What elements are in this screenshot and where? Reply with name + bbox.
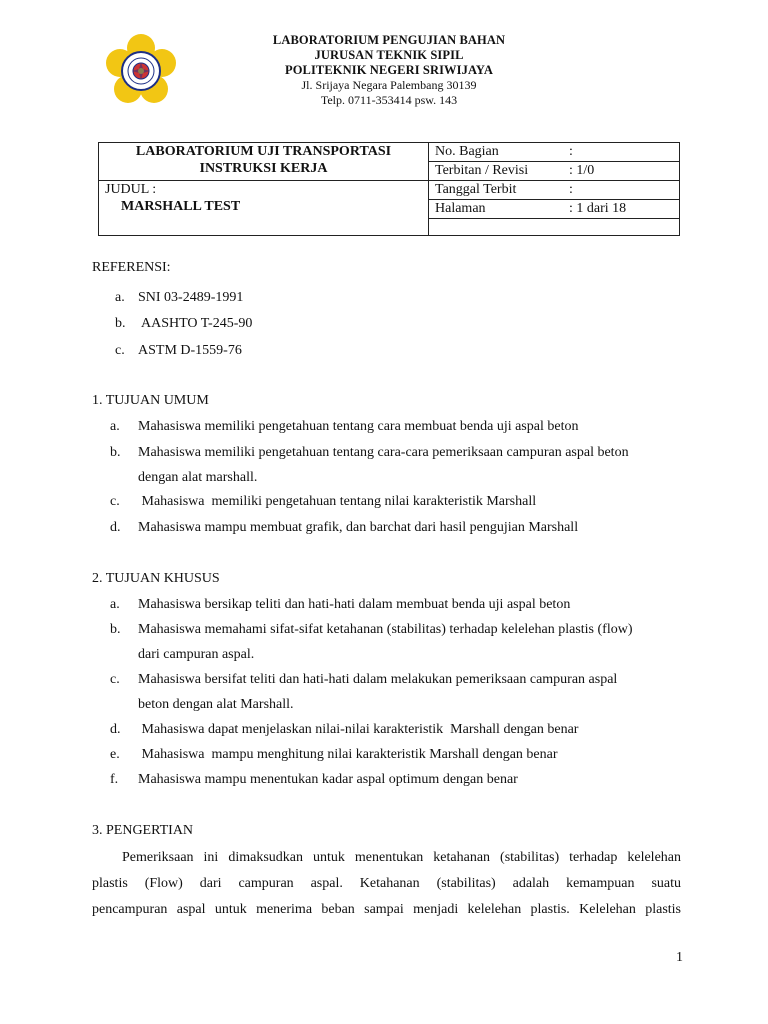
meta-row <box>429 181 679 200</box>
judul-label: JUDUL : <box>105 182 157 197</box>
judul-value: MARSHALL TEST <box>121 199 241 214</box>
instruction-title: INSTRUKSI KERJA <box>199 161 328 176</box>
meta-label: Tanggal Terbit <box>435 182 517 197</box>
list-marker: b. <box>115 316 126 331</box>
tujuan-umum-heading: 1. TUJUAN UMUM <box>92 393 209 408</box>
letterhead-line-3: POLITEKNIK NEGERI SRIWIJAYA <box>284 63 494 77</box>
judul-cell <box>99 181 429 236</box>
tujuan-umum-item: Mahasiswa mampu membuat grafik, dan barchat dari hasil pengujian Marshall <box>138 520 579 535</box>
list-marker: a. <box>110 597 120 612</box>
tujuan-khusus-item: Mahasiswa dapat menjelaskan nilai-nilai karakteristik Marshall dengan benar <box>138 722 579 737</box>
tujuan-khusus-item: Mahasiswa mampu menentukan kadar aspal optimum dengan benar <box>138 772 518 787</box>
pengertian-paragraph-line: pencampuran aspal untuk menerima beban sampai menjadi kelelehan plastis. Kelelehan plastis <box>92 902 681 917</box>
tujuan-khusus-item: Mahasiswa bersikap teliti dan hati-hati dalam membuat benda uji aspal beton <box>138 597 571 612</box>
pengertian-paragraph-line: Pemeriksaan ini dimaksudkan untuk menentukan ketahanan (stabilitas) terhadap kelelehan <box>122 850 681 865</box>
meta-empty-row <box>429 219 679 235</box>
list-marker: c. <box>110 672 120 687</box>
tujuan-khusus-item: Mahasiswa bersifat teliti dan hati-hati dalam melakukan pemeriksaan campuran aspal <box>138 672 618 687</box>
meta-value: : <box>569 182 573 197</box>
letterhead-phone: Telp. 0711-353414 psw. 143 <box>320 92 458 107</box>
tujuan-khusus-item-continued: beton dengan alat Marshall. <box>138 697 294 712</box>
table-title-cell <box>99 143 429 181</box>
list-marker: c. <box>115 343 125 358</box>
letterhead-address: Jl. Srijaya Negara Palembang 30139 <box>301 78 477 92</box>
meta-label: No. Bagian <box>435 144 499 159</box>
meta-label: Terbitan / Revisi <box>435 163 529 178</box>
list-marker: c. <box>110 494 120 509</box>
list-marker: d. <box>110 520 121 535</box>
list-marker: f. <box>110 772 119 787</box>
list-marker: b. <box>110 445 121 460</box>
list-marker: a. <box>110 419 120 434</box>
referensi-heading: REFERENSI: <box>92 260 171 275</box>
tujuan-khusus-heading: 2. TUJUAN KHUSUS <box>92 571 220 586</box>
referensi-item: ASTM D-1559-76 <box>138 343 242 358</box>
meta-cell-bottom <box>429 181 680 236</box>
lab-title: LABORATORIUM UJI TRANSPORTASI <box>135 144 392 159</box>
list-marker: b. <box>110 622 121 637</box>
tujuan-umum-item: Mahasiswa memiliki pengetahuan tentang nilai karakteristik Marshall <box>138 494 537 509</box>
meta-cell-top <box>429 143 680 181</box>
list-marker: a. <box>115 290 125 305</box>
tujuan-umum-item-continued: dengan alat marshall. <box>138 470 258 485</box>
page-number: 1 <box>676 950 683 965</box>
list-marker: d. <box>110 722 121 737</box>
referensi-item: AASHTO T-245-90 <box>141 316 253 331</box>
referensi-item: SNI 03-2489-1991 <box>138 290 244 305</box>
list-marker: e. <box>110 747 120 762</box>
meta-row <box>429 143 679 162</box>
pengertian-paragraph-line: plastis (Flow) dari campuran aspal. Ketahanan (stabilitas) adalah kemampuan suatu <box>92 876 681 891</box>
meta-value: : 1 dari 18 <box>569 201 627 216</box>
tujuan-khusus-item-continued: dari campuran aspal. <box>138 647 255 662</box>
tujuan-khusus-item: Mahasiswa memahami sifat-sifat ketahanan (stabilitas) terhadap kelelehan plastis (flow) <box>138 622 633 637</box>
meta-label: Halaman <box>435 201 486 216</box>
tujuan-khusus-item: Mahasiswa mampu menghitung nilai karakteristik Marshall dengan benar <box>138 747 558 762</box>
letterhead-line-1: LABORATORIUM PENGUJIAN BAHAN <box>272 33 506 47</box>
meta-value: : <box>569 144 573 159</box>
letterhead <box>200 33 578 107</box>
tujuan-umum-item: Mahasiswa memiliki pengetahuan tentang cara membuat benda uji aspal beton <box>138 419 579 434</box>
meta-row <box>429 162 679 180</box>
meta-value: : 1/0 <box>569 163 595 178</box>
pengertian-heading: 3. PENGERTIAN <box>92 823 194 838</box>
institution-logo <box>104 34 178 108</box>
meta-row <box>429 200 679 219</box>
tujuan-umum-item: Mahasiswa memiliki pengetahuan tentang cara-cara pemeriksaan campuran aspal beton <box>138 445 629 460</box>
letterhead-line-2: JURUSAN TEKNIK SIPIL <box>314 48 464 62</box>
document-info-table <box>98 142 680 236</box>
